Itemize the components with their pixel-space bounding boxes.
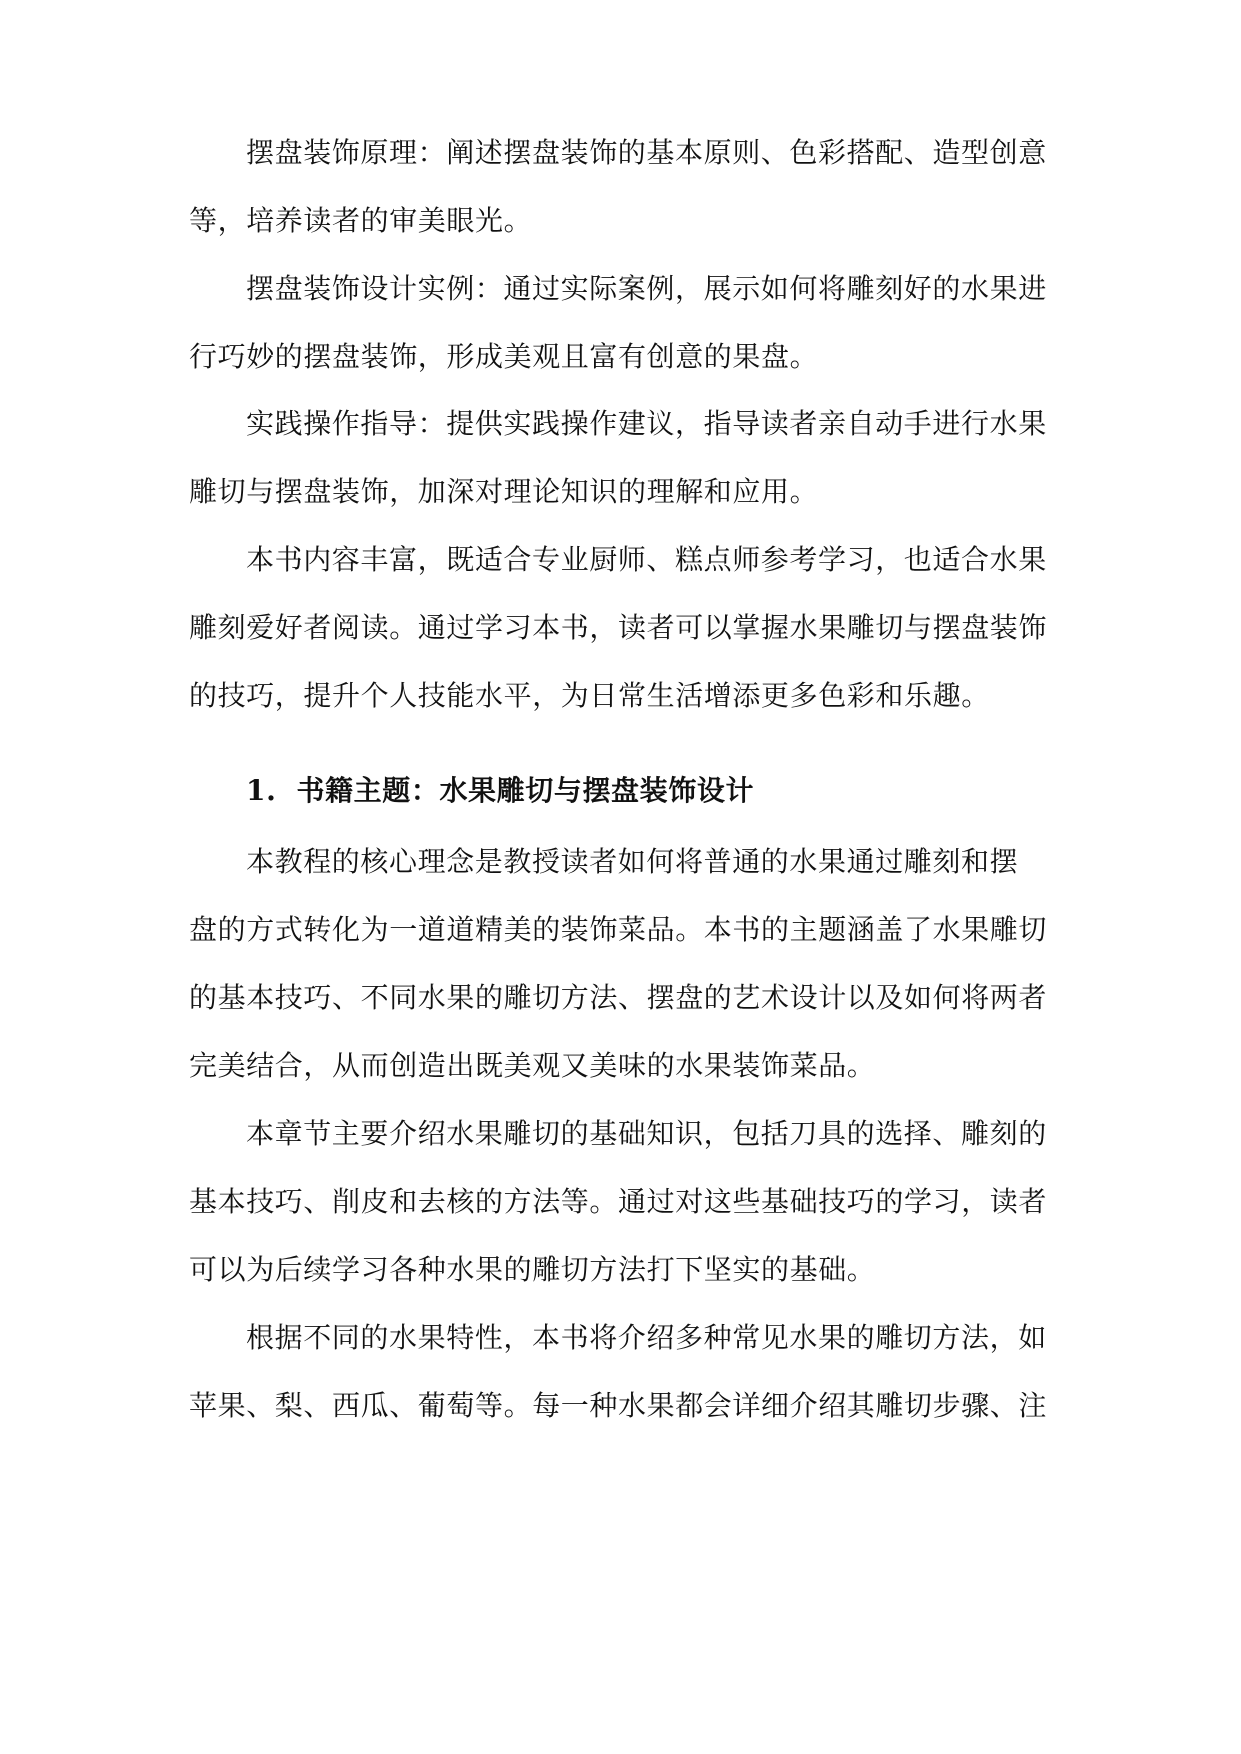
paragraph-line: 实践操作指导：提供实践操作建议，指导读者亲自动手进行水果	[246, 407, 1047, 440]
paragraph-line: 本书内容丰富，既适合专业厨师、糕点师参考学习，也适合水果	[246, 543, 1047, 576]
paragraph-line: 苹果、梨、西瓜、葡萄等。每一种水果都会详细介绍其雕切步骤、注	[189, 1389, 1048, 1422]
paragraph-line: 的技巧，提升个人技能水平，为日常生活增添更多色彩和乐趣。	[189, 679, 990, 712]
paragraph-line: 摆盘装饰设计实例：通过实际案例，展示如何将雕刻好的水果进	[246, 272, 1047, 305]
paragraph-line: 基本技巧、削皮和去核的方法等。通过对这些基础技巧的学习，读者	[189, 1185, 1048, 1218]
paragraph-line: 摆盘装饰原理：阐述摆盘装饰的基本原则、色彩搭配、造型创意	[246, 136, 1047, 169]
paragraph-line: 雕刻爱好者阅读。通过学习本书，读者可以掌握水果雕切与摆盘装饰	[189, 611, 1048, 644]
paragraph-line: 本章节主要介绍水果雕切的基础知识，包括刀具的选择、雕刻的	[246, 1117, 1047, 1150]
paragraph-line: 本教程的核心理念是教授读者如何将普通的水果通过雕刻和摆	[246, 845, 1019, 878]
section-number: 1.	[246, 774, 277, 807]
paragraph-line: 行巧妙的摆盘装饰，形成美观且富有创意的果盘。	[189, 340, 819, 373]
paragraph-line: 盘的方式转化为一道道精美的装饰菜品。本书的主题涵盖了水果雕切	[189, 913, 1048, 946]
section-title: 书籍主题：水果雕切与摆盘装饰设计	[296, 774, 755, 807]
paragraph-line: 可以为后续学习各种水果的雕切方法打下坚实的基础。	[189, 1253, 876, 1286]
section-heading	[246, 771, 754, 811]
paragraph-line: 等，培养读者的审美眼光。	[189, 204, 533, 237]
paragraph-line: 的基本技巧、不同水果的雕切方法、摆盘的艺术设计以及如何将两者	[189, 981, 1048, 1014]
paragraph-line: 完美结合，从而创造出既美观又美味的水果装饰菜品。	[189, 1049, 876, 1082]
paragraph-line: 根据不同的水果特性，本书将介绍多种常见水果的雕切方法，如	[246, 1321, 1047, 1354]
paragraph-line: 雕切与摆盘装饰，加深对理论知识的理解和应用。	[189, 475, 819, 508]
